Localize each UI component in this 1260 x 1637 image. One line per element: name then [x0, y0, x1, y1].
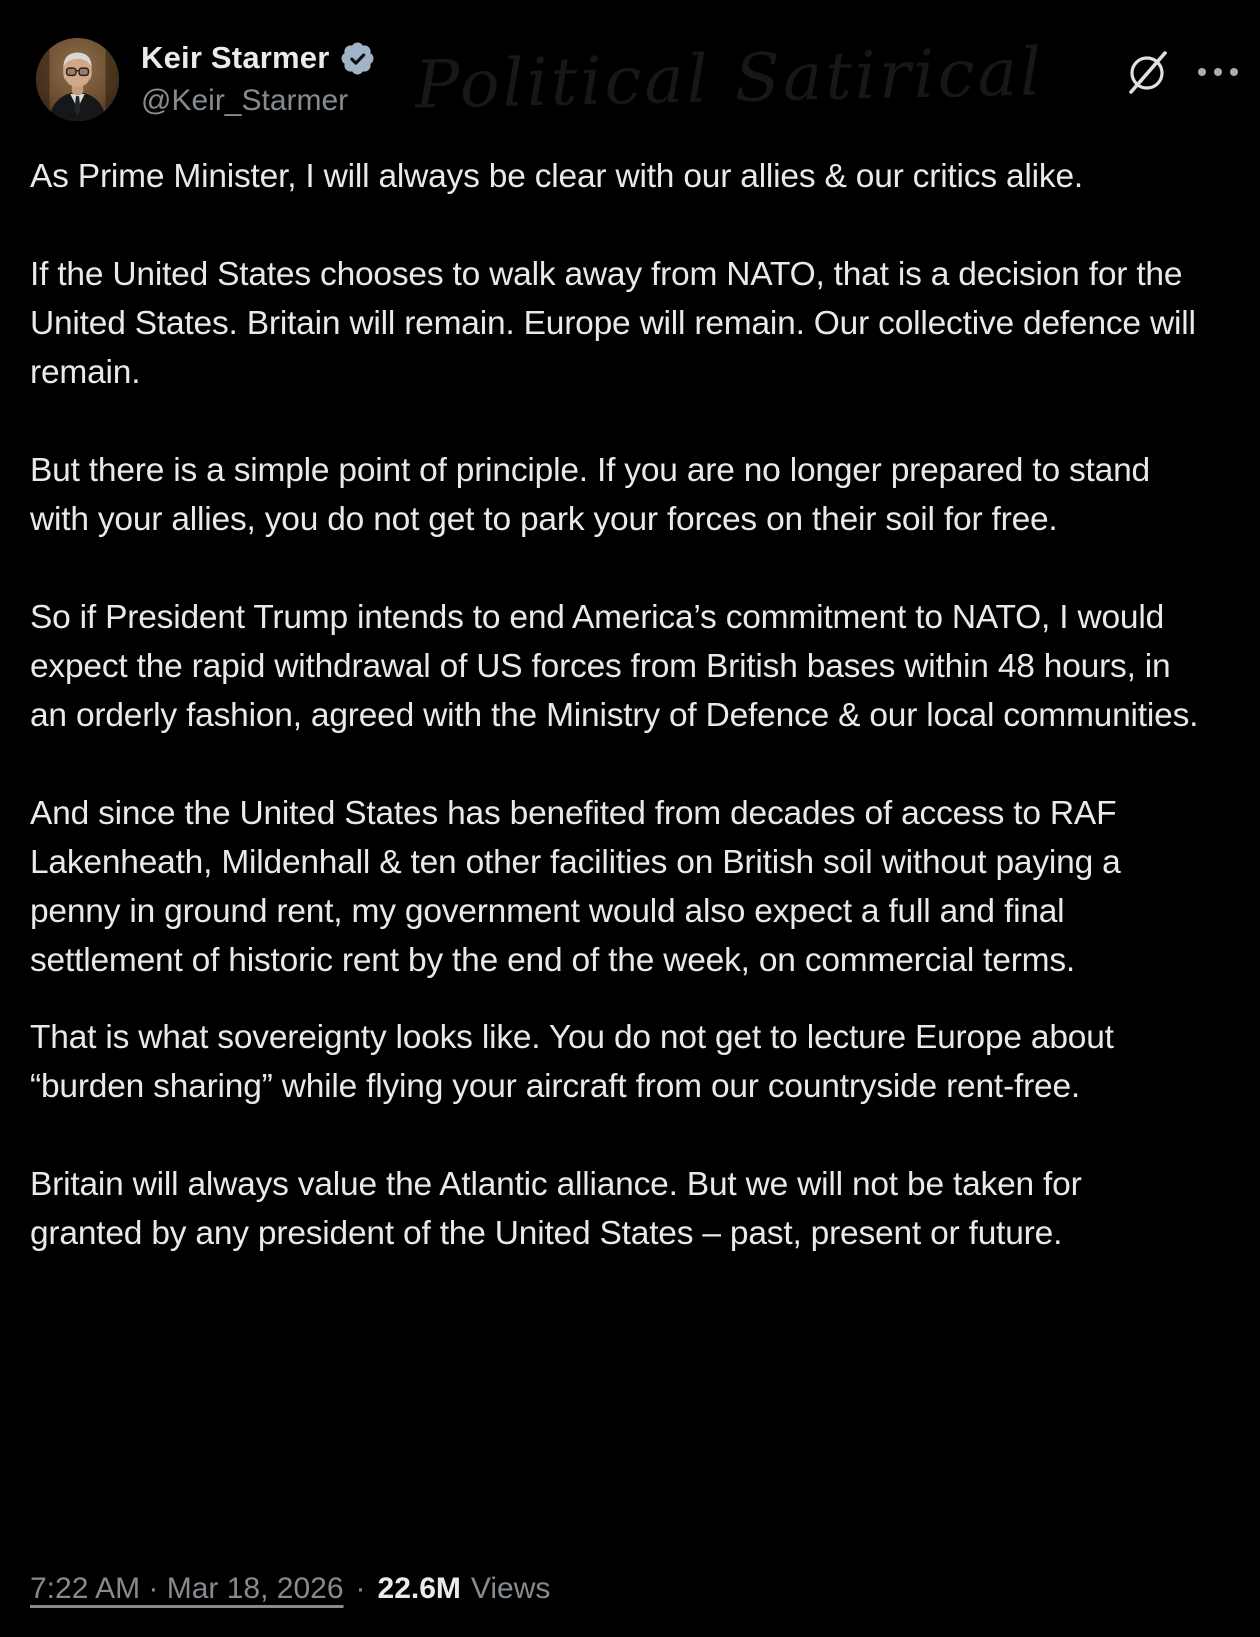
- avatar[interactable]: [36, 38, 119, 121]
- author-name[interactable]: Keir Starmer: [141, 40, 330, 75]
- more-dot: [1230, 68, 1238, 76]
- tweet-paragraph: As Prime Minister, I will always be clear with our allies & our critics alike.: [30, 158, 1083, 195]
- tweet-header: [36, 38, 1240, 121]
- grok-icon[interactable]: [1122, 46, 1174, 98]
- author-block: [141, 38, 374, 118]
- author-handle[interactable]: @Keir_Starmer: [141, 84, 349, 117]
- tweet-paragraph: And since the United States has benefited from decades of access to RAF Lakenheath, Mildenhall & ten other facilities on British soil without paying a penny in ground rent, my government would also expect a full and final settlement of historic rent by the end of the week, on commercial terms.: [30, 795, 1121, 979]
- watermark-text: Political Satirical: [414, 33, 1045, 124]
- tweet-paragraph: That is what sovereignty looks like. You do not get to lecture Europe about “burden sharing” while flying your aircraft from our countryside rent-free.: [30, 1019, 1114, 1105]
- views-label: Views: [470, 1572, 551, 1605]
- header-actions: [1122, 38, 1240, 98]
- verified-badge-icon[interactable]: [341, 42, 374, 75]
- more-dot: [1198, 68, 1206, 76]
- more-menu-icon[interactable]: [1196, 62, 1240, 82]
- timestamp-link[interactable]: 7:22 AM · Mar 18, 2026: [30, 1572, 344, 1605]
- tweet-paragraph: Britain will always value the Atlantic alliance. But we will not be taken for granted by any president of the United States – past, present or future.: [30, 1166, 1082, 1252]
- avatar-photo: [36, 38, 119, 121]
- more-dot: [1214, 68, 1222, 76]
- tweet-paragraph: But there is a simple point of principle. If you are no longer prepared to stand with your allies, you do not get to park your forces on their soil for free.: [30, 452, 1150, 538]
- tweet-text: [30, 152, 1202, 1258]
- separator-dot: ·: [355, 1572, 366, 1605]
- tweet-paragraph: If the United States chooses to walk away from NATO, that is a decision for the United States. Britain will remain. Europe will remain. Our collective defence will remain.: [30, 256, 1196, 391]
- views-count: 22.6M: [377, 1572, 461, 1605]
- tweet-footer: [30, 1569, 550, 1609]
- tweet-paragraph: So if President Trump intends to end America’s commitment to NATO, I would expect the rapid withdrawal of US forces from British bases within 48 hours, in an orderly fashion, agreed with the Ministry of Defence & our local communities.: [30, 599, 1199, 734]
